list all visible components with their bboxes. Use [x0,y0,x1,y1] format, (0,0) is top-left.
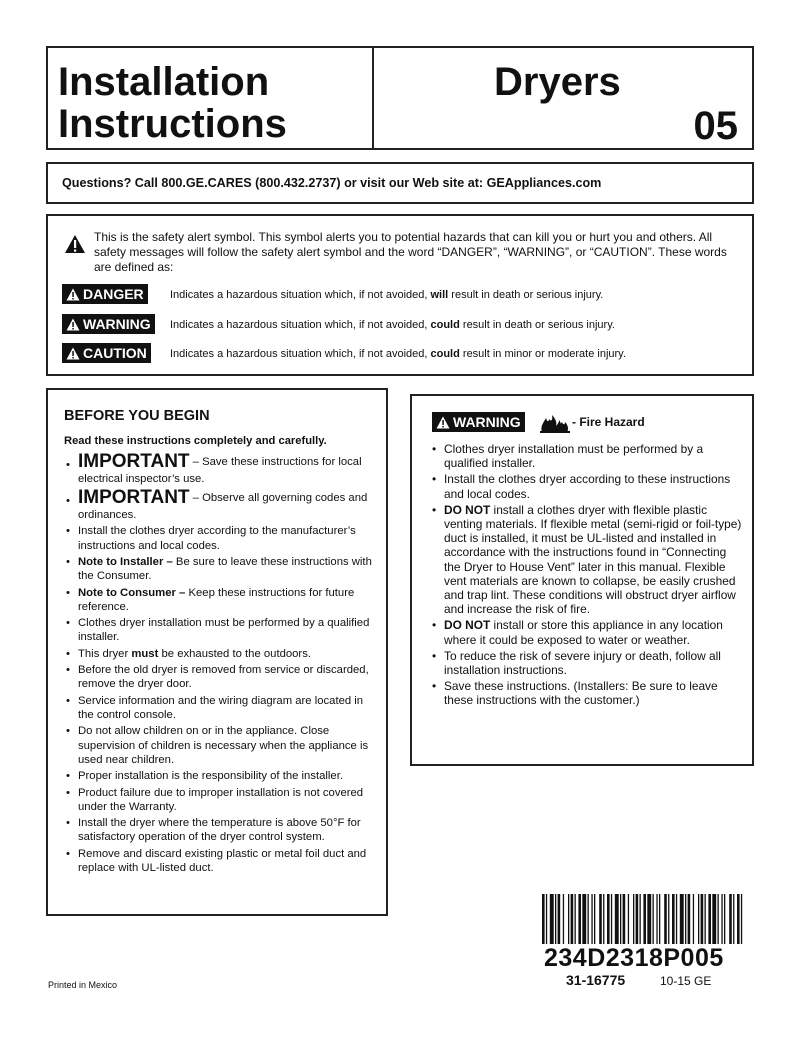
barcode-bar [698,894,699,944]
item-text: To reduce the risk of severe injury or death, follow all installation instructions. [444,648,721,678]
item-text: Do not allow children on or in the appliance. Close supervision of children is necessary when the appliance is used near children. [78,725,369,766]
barcode-bar [558,894,561,944]
before-you-begin-list [64,452,380,877]
barcode-bar [737,894,740,944]
barcode-bar [701,894,704,944]
caution-def-emph: could [430,348,460,360]
publication-number: 05 [693,104,738,148]
item-text: Remove and discard existing plastic or metal foil duct and replace with UL-listed duct. [78,847,367,874]
barcode-bar [708,894,711,944]
header [46,46,754,150]
barcode-bar [680,894,684,944]
item-text: Before the old dryer is removed from service or discarded, remove the dryer door. [78,664,369,691]
item-text: – Observe all governing codes and ordinances. [78,492,368,522]
barcode-bar [693,894,694,944]
barcode-bar [571,894,574,944]
barcode-bar [705,894,706,944]
barcode-bar [643,894,646,944]
barcode-bar [724,894,725,944]
barcode-bar [640,894,641,944]
list-item [64,769,380,783]
safety-definitions [46,214,754,376]
list-item [64,847,380,875]
barcode [540,894,746,946]
barcode-bar [628,894,629,944]
item-bold: DO NOT [444,618,491,633]
warning-triangle-icon [64,234,86,254]
fire-hazard-warning [410,394,754,766]
item-bold: Note to Installer – [78,555,173,568]
item-bold: Note to Consumer – [78,586,186,599]
item-bold: DO NOT [444,502,491,517]
before-you-begin-section [46,388,388,916]
doc-title-line1: Installation [58,60,270,104]
list-item [430,618,746,646]
list-item [64,694,380,722]
barcode-bar [568,894,569,944]
hazard-label: - Fire Hazard [572,415,645,429]
list-item [430,442,746,470]
warning-badge [62,314,155,334]
barcode-bar [542,894,545,944]
warning-label: WARNING [83,316,151,332]
barcode-bar [588,894,589,944]
barcode-bar [659,894,660,944]
barcode-bar [664,894,667,944]
item-text-pre: This dryer [78,647,132,660]
item-text: Clothes dryer installation must be performed by a qualified installer. [444,442,704,471]
list-item [64,488,380,522]
list-item [64,555,380,583]
barcode-bar [555,894,556,944]
list-item [64,452,380,486]
list-item [64,586,380,614]
barcode-bar [688,894,691,944]
important-label: IMPORTANT [78,451,190,472]
barcode-bar [611,894,612,944]
barcode-bar [633,894,634,944]
barcode-bar [712,894,716,944]
warning-def-end: result in death or serious injury. [459,319,615,331]
danger-definition [170,289,603,301]
warning-triangle-icon [66,347,80,360]
list-item [64,786,380,814]
barcode-bar [563,894,564,944]
fire-hazard-icon [538,410,572,434]
item-text: Service information and the wiring diagram are located in the control console. [78,694,364,721]
item-text: Install the clothes dryer according to these instructions and local codes. [444,472,731,501]
list-item [64,524,380,552]
item-bold: must [131,647,159,660]
barcode-bar [676,894,677,944]
barcode-bar [721,894,722,944]
warning-def-emph: could [430,319,460,331]
document-number: 31-16775 [566,972,626,988]
barcode-bar [733,894,734,944]
list-item [64,663,380,691]
contact-bar [46,162,754,204]
header-divider [372,48,374,148]
item-text: Install the clothes dryer according to the manufacturer’s instructions and local codes. [78,525,356,552]
list-item [64,816,380,844]
barcode-number: 234D2318P005 [544,944,724,972]
safety-intro: This is the safety alert symbol. This symbol alerts you to potential hazards that can kill you or hurt you and others. All safety messages will follow the safety alert symbol and the word “DANGER”, “WARNING”, or “CAUTION”. These words are defined as: [94,230,727,274]
item-text: Install the dryer where the temperature is above 50°F for satisfactory operation of the dryer control system. [78,817,361,844]
caution-label: CAUTION [83,345,147,361]
barcode-bar [647,894,651,944]
barcode-bar [603,894,604,944]
barcode-bar [578,894,581,944]
barcode-bar [575,894,576,944]
item-text: install a clothes dryer with flexible plastic venting materials. If flexible metal (semi-rigid or foil-type) duct is installed, it must be UL-listed and installed in accordance with the instructions found in “Connecting the Dryer to House Vent” later in this manual. Flexible vent materials are known to collapse, be easily crushed and trap lint. These conditions will obstruct dryer airflow and increase the risk of fire. [444,502,742,617]
danger-def-emph: will [430,289,449,301]
barcode-bar [653,894,654,944]
caution-def-end: result in minor or moderate injury. [459,348,626,360]
barcode-bar [636,894,639,944]
barcode-bar [607,894,610,944]
contact-text: Questions? Call 800.GE.CARES (800.432.2737) or visit our Web site at: GEAppliances.com [62,176,602,190]
document-date: 10-15 GE [660,974,712,988]
product-name: Dryers [494,60,621,104]
danger-def-text: Indicates a hazardous situation which, if not avoided, [170,289,431,301]
list-item [430,503,746,617]
caution-definition [170,348,626,360]
warning-triangle-icon [436,416,450,429]
item-text: Proper installation is the responsibility of the installer. [78,770,343,783]
printed-in-label: Printed in Mexico [48,980,118,990]
barcode-bar [599,894,602,944]
barcode-bar [656,894,657,944]
warning-triangle-icon [66,318,80,331]
list-item [430,472,746,500]
warning-label: WARNING [453,414,521,430]
item-text: install or store this appliance in any location where it could be exposed to water or weather. [444,618,723,647]
barcode-bar [591,894,592,944]
barcode-bar [623,894,626,944]
item-text: Keep these instructions for future reference. [78,586,355,613]
list-item [64,616,380,644]
section-title: BEFORE YOU BEGIN [64,408,210,424]
item-text: be exhausted to the outdoors. [158,647,311,660]
barcode-bar [620,894,621,944]
list-item [64,647,380,661]
item-text: Clothes dryer installation must be performed by a qualified installer. [78,617,370,644]
item-text: Be sure to leave these instructions with the Consumer. [78,555,372,583]
barcode-bar [718,894,719,944]
barcode-bar [594,894,595,944]
caution-badge [62,343,151,363]
barcode-bar [615,894,619,944]
danger-label: DANGER [83,286,144,302]
barcode-bar [729,894,732,944]
fire-hazard-list [430,442,746,710]
danger-def-end: result in death or serious injury. [448,289,604,301]
item-text: Product failure due to improper installation is not covered under the Warranty. [78,786,364,813]
section-intro: Read these instructions completely and carefully. [64,435,327,447]
warning-def-text: Indicates a hazardous situation which, if not avoided, [170,319,431,331]
warning-definition [170,319,615,331]
barcode-bar [685,894,686,944]
warning-badge [432,412,525,432]
list-item [430,649,746,677]
barcode-bar [668,894,669,944]
caution-def-text: Indicates a hazardous situation which, if not avoided, [170,348,431,360]
item-text: – Save these instructions for local electrical inspector’s use. [78,456,362,485]
barcode-bar [550,894,554,944]
barcode-bar [582,894,586,944]
barcode-bar [546,894,547,944]
item-text: Save these instructions. (Installers: Be sure to leave these instructions with the customer.) [444,679,718,708]
barcode-bar [741,894,742,944]
doc-title-line2: Instructions [58,102,287,146]
warning-triangle-icon [66,288,80,301]
list-item [64,724,380,767]
barcode-bar [672,894,675,944]
danger-badge [62,284,148,304]
important-label: IMPORTANT [78,487,190,509]
list-item [430,679,746,707]
